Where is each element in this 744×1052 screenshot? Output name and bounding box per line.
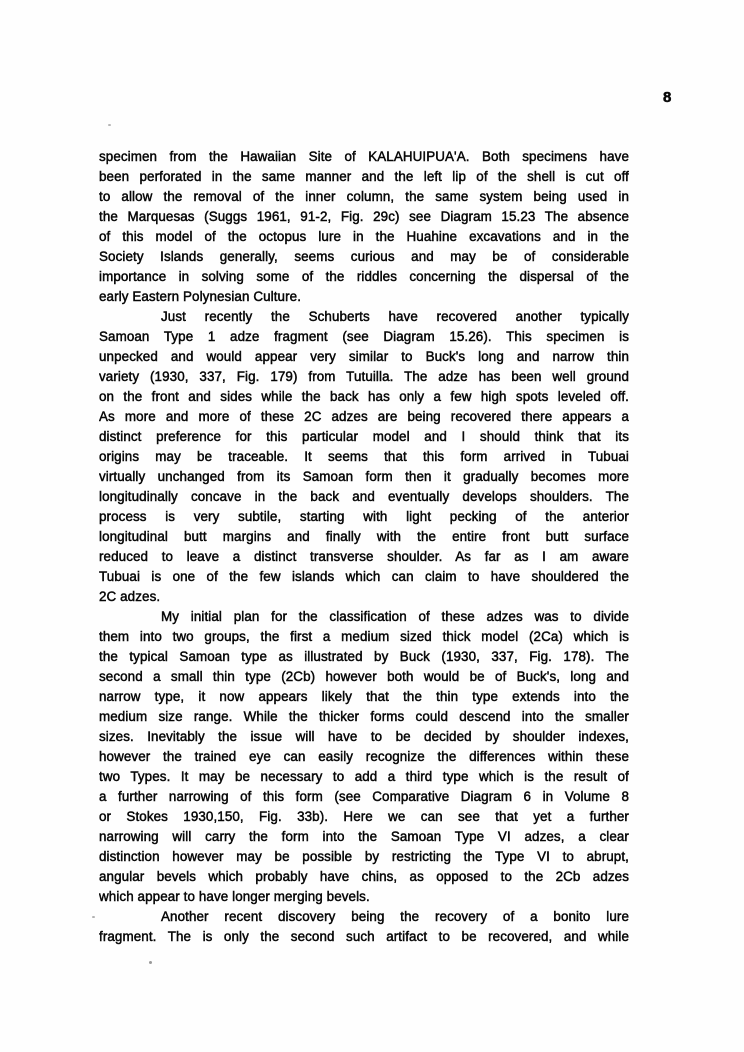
text-line: origins may be traceable. It seems that this form arrived in Tubuai xyxy=(99,449,629,464)
text-line: process is very subtile, starting with light pecking of the anterior xyxy=(99,509,629,524)
text-line: sizes. Inevitably the issue will have to be decided by shoulder indexes, xyxy=(99,729,629,744)
text-line: importance in solving some of the riddles concerning the dispersal of the xyxy=(99,269,629,284)
text-line: distinct preference for this particular model and I should think that its xyxy=(99,429,629,444)
text-line: narrowing will carry the form into the Samoan Type VI adzes, a clear xyxy=(99,829,629,844)
text-line: two Types. It may be necessary to add a third type which is the result of xyxy=(99,769,629,784)
text-line: specimen from the Hawaiian Site of KALAHUIPUA'A. Both specimens have xyxy=(99,149,629,164)
text-line: the Marquesas (Suggs 1961, 91-2, Fig. 29c) see Diagram 15.23 The absence xyxy=(99,209,629,224)
paragraph xyxy=(99,147,629,307)
text-line: reduced to leave a distinct transverse shoulder. As far as I am aware xyxy=(99,549,629,564)
text-line: on the front and sides while the back has only a few high spots leveled off. xyxy=(99,389,629,404)
scan-speck xyxy=(108,124,111,126)
text-line: them into two groups, the first a medium sized thick model (2Ca) which is xyxy=(99,629,629,644)
text-line: been perforated in the same manner and the left lip of the shell is cut off xyxy=(99,169,629,184)
text-block xyxy=(99,147,629,947)
text-line: longitudinally concave in the back and eventually develops shoulders. The xyxy=(99,489,629,504)
text-line: longitudinal butt margins and finally with the entire front butt surface xyxy=(99,529,629,544)
text-line: to allow the removal of the inner column, the same system being used in xyxy=(99,189,629,204)
scan-speck xyxy=(92,916,95,918)
text-line: unpecked and would appear very similar to Buck's long and narrow thin xyxy=(99,349,629,364)
text-line: Society Islands generally, seems curious and may be of considerable xyxy=(99,249,629,264)
text-line: My initial plan for the classification of these adzes was to divide xyxy=(161,609,629,624)
text-line: 2C adzes. xyxy=(99,589,161,604)
paragraph xyxy=(99,607,629,907)
text-line: second a small thin type (2Cb) however both would be of Buck's, long and xyxy=(99,669,629,684)
text-line: distinction however may be possible by restricting the Type VI to abrupt, xyxy=(99,849,629,864)
scan-speck xyxy=(149,961,152,964)
text-line: Tubuai is one of the few islands which can claim to have shouldered the xyxy=(99,569,629,584)
text-line: narrow type, it now appears likely that the thin type extends into the xyxy=(99,689,629,704)
text-line: fragment. The is only the second such artifact to be recovered, and while xyxy=(99,929,629,944)
text-line: which appear to have longer merging bevels. xyxy=(99,889,370,904)
text-line: Samoan Type 1 adze fragment (see Diagram 15.26). This specimen is xyxy=(99,329,629,344)
text-line: of this model of the octopus lure in the Huahine excavations and in the xyxy=(99,229,629,244)
text-line: variety (1930, 337, Fig. 179) from Tutuilla. The adze has been well ground xyxy=(99,369,629,384)
text-line: Another recent discovery being the recovery of a bonito lure xyxy=(161,909,629,924)
text-line: however the trained eye can easily recognize the differences within these xyxy=(99,749,629,764)
text-line: a further narrowing of this form (see Comparative Diagram 6 in Volume 8 xyxy=(99,789,629,804)
text-line: virtually unchanged from its Samoan form then it gradually becomes more xyxy=(99,469,629,484)
text-line: the typical Samoan type as illustrated by Buck (1930, 337, Fig. 178). The xyxy=(99,649,629,664)
text-line: medium size range. While the thicker forms could descend into the smaller xyxy=(99,709,629,724)
text-line: early Eastern Polynesian Culture. xyxy=(99,289,302,304)
text-line: As more and more of these 2C adzes are being recovered there appears a xyxy=(99,409,629,424)
text-line: Just recently the Schuberts have recovered another typically xyxy=(161,309,629,324)
page-number: 8 xyxy=(663,89,672,106)
text-line: angular bevels which probably have chins, as opposed to the 2Cb adzes xyxy=(99,869,629,884)
text-line: or Stokes 1930,150, Fig. 33b). Here we can see that yet a further xyxy=(99,809,629,824)
paragraph xyxy=(99,307,629,607)
paragraph xyxy=(99,907,629,947)
